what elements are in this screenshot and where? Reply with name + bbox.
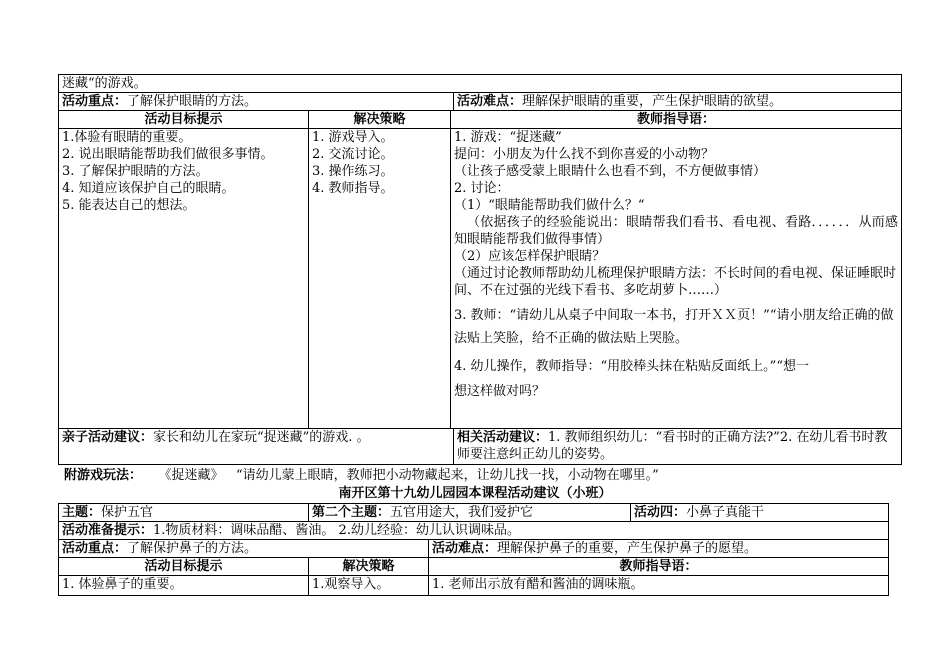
difficulty-cell — [429, 540, 889, 558]
theme-cell — [59, 504, 309, 522]
focus-label: 活动重点： — [62, 541, 128, 556]
related-activity-cell — [454, 429, 902, 465]
guide-header: 教师指导语： — [429, 558, 889, 576]
strategy-cell — [309, 129, 451, 429]
goal-item: 5. 能表达自己的想法。 — [62, 198, 196, 213]
strategy-item: 2. 交流讨论。 — [312, 147, 394, 162]
intro-text: 迷藏“的游戏。 — [62, 76, 147, 91]
activity-label: 活动四： — [634, 505, 687, 520]
game-play-text: 《捉迷藏》 “请幼儿蒙上眼睛，教师把小动物藏起来，让幼儿找一找，小动物在哪里。” — [142, 468, 659, 483]
activity-cell — [631, 504, 889, 522]
difficulty-cell — [454, 93, 902, 111]
guide-line: （通过讨论教师帮助幼儿梳理保护眼睛方法：不长时间的看电视、保证睡眠时间、不在过强的光线下看书、多吃胡萝卜……） — [454, 266, 897, 298]
goal-cell: 1. 体验鼻子的重要。 — [59, 576, 309, 596]
difficulty-text: 理解保护眼睛的重要，产生保护眼睛的欲望。 — [522, 94, 783, 109]
prep-cell — [59, 522, 889, 540]
parent-text: 家长和幼儿在家玩“捉迷藏”的游戏. 。 — [153, 430, 370, 445]
strategy-item: 3. 操作练习。 — [312, 164, 394, 179]
guide-line: （依据孩子的经验能说出：眼睛帮我们看书、看电视、看路．．．．．．从而感知眼睛能帮我们做得事情） — [454, 215, 899, 247]
goals-header: 活动目标提示 — [59, 558, 309, 576]
parent-label: 亲子活动建议： — [62, 430, 154, 445]
strategy-item: 1. 游戏导入。 — [312, 130, 394, 145]
subtheme-cell — [309, 504, 631, 522]
related-text: 1. 教师组织幼儿：“看书时的正确方法?”2. 在幼儿看书时教师要注意纠正幼儿的姿势。 — [457, 430, 888, 462]
focus-cell — [59, 93, 454, 111]
guide-line: 2. 讨论： — [454, 181, 510, 196]
goals-header: 活动目标提示 — [59, 111, 309, 129]
difficulty-label: 活动难点： — [457, 94, 523, 109]
parent-activity-cell — [59, 429, 454, 465]
theme-text: 保护五官 — [101, 505, 154, 520]
goal-item: 1.体验有眼睛的重要。 — [62, 130, 192, 145]
guide-line: （2）应该怎样保护眼睛？ — [454, 249, 606, 264]
prep-label: 活动准备提示： — [62, 523, 154, 538]
activity-table-eyes — [58, 74, 902, 465]
intro-cell — [59, 75, 902, 93]
strategy-header: 解决策略 — [309, 558, 429, 576]
guide-line: （让孩子感受蒙上眼睛什么也看不到，不方便做事情） — [454, 164, 767, 179]
goals-cell — [59, 129, 309, 429]
goal-item: 2. 说出眼睛能帮助我们做很多事情。 — [62, 147, 274, 162]
focus-cell — [59, 540, 429, 558]
difficulty-label: 活动难点： — [432, 541, 498, 556]
guide-line: 4. 幼儿操作，教师指导：“用胶棒头抹在粘贴反面纸上。”“想一 — [454, 359, 809, 374]
strategy-item: 4. 教师指导。 — [312, 181, 394, 196]
subtheme-text: 五官用途大，我们爱护它 — [390, 505, 534, 520]
guide-line: 提问：小朋友为什么找不到你喜爱的小动物？ — [454, 147, 715, 162]
goal-item: 4. 知道应该保护自己的眼睛。 — [62, 181, 235, 196]
guide-line: 想这样做对吗？ — [454, 384, 546, 399]
theme-label: 主题： — [62, 505, 102, 520]
guide-line: 3. 教师：“请幼儿从桌子中间取一本书，打开ＸＸ页！”“请小朋友给正确的做法贴上笑脸，给不正确的做法贴上哭脸。 — [454, 308, 894, 346]
subtheme-label: 第二个主题： — [312, 505, 391, 520]
activity-table-nose — [58, 503, 889, 596]
guide-line: （1）“眼睛能帮助我们做什么？“ — [454, 198, 645, 213]
activity-text: 小鼻子真能干 — [686, 505, 765, 520]
page-title: 南开区第十九幼儿园园本课程活动建议（小班） — [338, 486, 612, 501]
goal-item: 3. 了解保护眼睛的方法。 — [62, 164, 209, 179]
game-play-label: 附游戏玩法： — [64, 468, 143, 483]
prep-text: 1.物质材料：调味品醋、酱油。 2.幼儿经验：幼儿认识调味品。 — [153, 523, 520, 538]
guide-cell: 1. 老师出示放有醋和酱油的调味瓶。 — [429, 576, 889, 596]
focus-text: 了解保护鼻子的方法。 — [127, 541, 258, 556]
focus-label: 活动重点： — [62, 94, 128, 109]
difficulty-text: 理解保护鼻子的重要，产生保护鼻子的愿望。 — [497, 541, 758, 556]
game-play-note — [64, 467, 924, 484]
guide-cell — [451, 129, 902, 429]
strategy-cell: 1.观察导入。 — [309, 576, 429, 596]
guide-header: 教师指导语： — [451, 111, 902, 129]
strategy-header: 解决策略 — [309, 111, 451, 129]
guide-line: 1. 游戏：“捉迷藏” — [454, 130, 562, 145]
focus-text: 了解保护眼睛的方法。 — [127, 94, 258, 109]
related-label: 相关活动建议： — [457, 430, 549, 445]
